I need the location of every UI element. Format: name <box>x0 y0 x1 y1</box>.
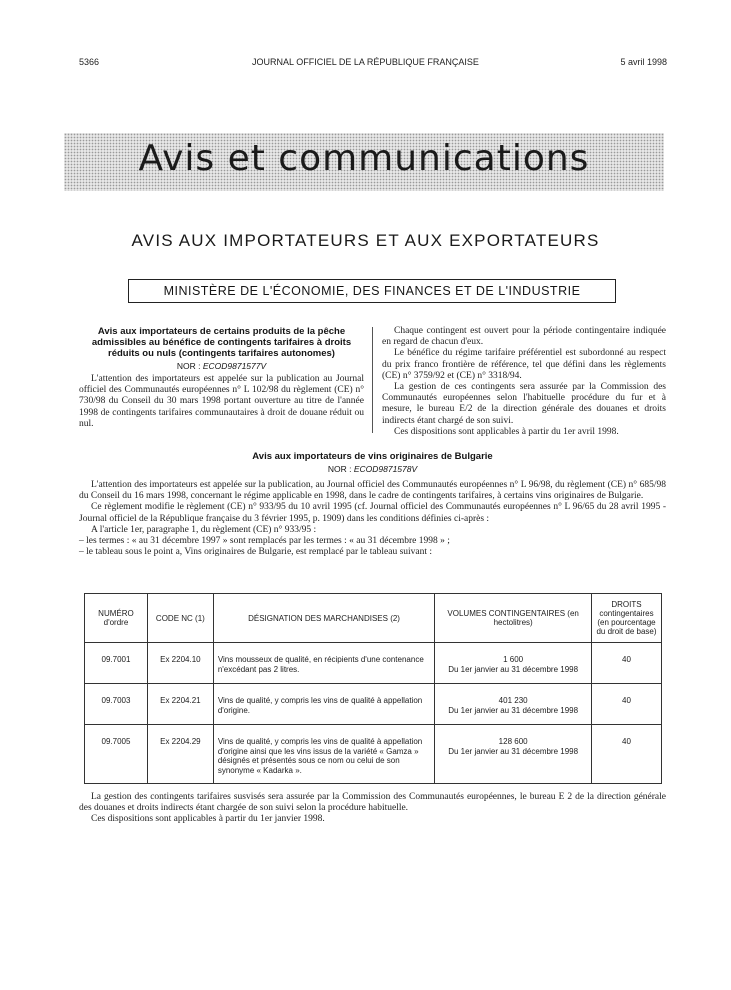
notice2-paragraph-1: L'attention des importateurs est appelée sur la publication, au Journal officiel des Communautés européennes n° L 96/98, du règlement (CE) n° 685/98 du Conseil du 16 mars 1998, concernant le régime applicable en 1998, dans le cadre de contingents tarifaires, à certains vins originaires de Bulgarie. <box>79 480 666 502</box>
notice1-paragraph-5: Ces dispositions sont applicables à partir du 1er avril 1998. <box>394 426 619 437</box>
header-droits: DROITS contingentaires (en pourcentage du droit de base) <box>592 594 662 643</box>
volume-period: Du 1er janvier au 31 décembre 1998 <box>448 746 579 756</box>
header-code: CODE NC (1) <box>147 594 213 643</box>
footer-paragraph-2: Ces dispositions sont applicables à partir du 1er janvier 1998. <box>91 814 325 825</box>
banner-title: Avis et communications <box>138 138 590 179</box>
notice1-right-column <box>382 326 666 438</box>
table-row <box>85 725 662 784</box>
notice2-list-item-1: – les termes : « au 31 décembre 1997 » sont remplacés par les termes : « au 31 décembre 1998 » ; <box>79 536 450 547</box>
cell-numero: 09.7003 <box>85 684 148 725</box>
notice1-title: Avis aux importateurs de certains produits de la pêche admissibles au bénéfice de contingents tarifaires à droits réduits ou nuls (contingents tarifaires autonomes) <box>91 326 352 359</box>
issue-date: 5 avril 1998 <box>620 57 667 67</box>
notice2-paragraph-2: Ce règlement modifie le règlement (CE) n° 933/95 du 10 avril 1995 (cf. Journal officiel des Communautés européennes n° L 96/65 du 28 avril 1995 - Journal officiel de la République française du 3 février 1995, p. 1909) dans les conditions définies ci-après : <box>79 502 666 524</box>
main-title: AVIS AUX IMPORTATEURS ET AUX EXPORTATEURS <box>131 231 600 250</box>
cell-droit: 40 <box>592 725 662 784</box>
volume-value: 128 600 <box>498 737 528 746</box>
nor-code: ECOD9871577V <box>202 361 267 371</box>
notice2-list-item-2: – le tableau sous le point a, Vins originaires de Bulgarie, est remplacé par le tableau suivant : <box>79 547 433 558</box>
notice1-paragraph-2: Chaque contingent est ouvert pour la période contingentaire indiquée en regard de chacun d'eux. <box>382 326 666 348</box>
table-row <box>85 684 662 725</box>
nor-label: NOR : <box>327 464 352 474</box>
cell-designation: Vins mousseux de qualité, en récipients d'une contenance n'excédant pas 2 litres. <box>213 643 434 684</box>
footer-text <box>79 792 666 826</box>
cell-droit: 40 <box>592 643 662 684</box>
notice1-paragraph-1: L'attention des importateurs est appelée sur la publication au Journal officiel des Communautés européennes n° L 102/98 du règlement (CE) n° 730/98 du Conseil du 30 mars 1998 portant ouverture au titre de l'année 1998 de contingents tarifaires communautaires à droit de douane réduit ou nul. <box>79 374 364 429</box>
notice1-left-column <box>79 326 364 430</box>
notice2 <box>79 451 666 558</box>
cell-volume <box>435 684 592 725</box>
cell-droit: 40 <box>592 684 662 725</box>
notice1-paragraph-3: Le bénéfice du régime tarifaire préférentiel est subordonné au respect du prix franco frontière de référence, tel que défini dans les règlements (CE) n° 3759/92 et (CE) n° 3318/94. <box>382 348 666 381</box>
cell-code: Ex 2204.10 <box>147 643 213 684</box>
table-row <box>85 643 662 684</box>
cell-designation: Vins de qualité, y compris les vins de qualité à appellation d'origine. <box>213 684 434 725</box>
footer-paragraph-1: La gestion des contingents tarifaires susvisés sera assurée par la Commission des Communautés européennes, le bureau E 2 de la direction générale des douanes et droits indirects étant chargée de son suivi selon la procédure habituelle. <box>79 792 666 814</box>
volume-period: Du 1er janvier au 31 décembre 1998 <box>448 664 579 674</box>
notice2-paragraph-3: A l'article 1er, paragraphe 1, du règlement (CE) n° 933/95 : <box>91 524 317 535</box>
volume-value: 401 230 <box>498 696 528 705</box>
nor-code: ECOD9871578V <box>353 464 418 474</box>
header-volumes: VOLUMES CONTINGENTAIRES (en hectolitres) <box>435 594 592 643</box>
column-divider <box>372 327 373 433</box>
journal-title: JOURNAL OFFICIEL DE LA RÉPUBLIQUE FRANÇAISE <box>252 57 479 67</box>
cell-code: Ex 2204.21 <box>147 684 213 725</box>
table-header-row <box>85 594 662 643</box>
nor-label: NOR : <box>176 361 201 371</box>
section-banner <box>64 133 664 191</box>
quota-table <box>84 593 662 784</box>
notice1-nor <box>79 361 364 371</box>
notice1-paragraph-4: La gestion de ces contingents sera assurée par la Commission des Communautés européennes selon l'habituelle procédure du fur et à mesure, le bureau E/2 de la direction générale des douanes et droits indirects étant chargé de son suivi. <box>382 382 666 426</box>
header-numero: NUMÉRO d'ordre <box>85 594 148 643</box>
notice2-nor <box>79 464 666 474</box>
cell-volume <box>435 643 592 684</box>
notice2-title: Avis aux importateurs de vins originaires de Bulgarie <box>252 451 493 462</box>
volume-value: 1 600 <box>503 655 524 664</box>
header-designation: DÉSIGNATION DES MARCHANDISES (2) <box>213 594 434 643</box>
page-number: 5366 <box>79 57 100 67</box>
cell-numero: 09.7001 <box>85 643 148 684</box>
ministry-box: MINISTÈRE DE L'ÉCONOMIE, DES FINANCES ET DE L'INDUSTRIE <box>128 279 616 303</box>
cell-volume <box>435 725 592 784</box>
volume-period: Du 1er janvier au 31 décembre 1998 <box>448 705 579 715</box>
cell-designation: Vins de qualité, y compris les vins de qualité à appellation d'origine ainsi que les vins issus de la variété « Gamza » désignés et présentés sous ce nom ou celui de son synonyme « Kadarka ». <box>213 725 434 784</box>
cell-code: Ex 2204.29 <box>147 725 213 784</box>
cell-numero: 09.7005 <box>85 725 148 784</box>
